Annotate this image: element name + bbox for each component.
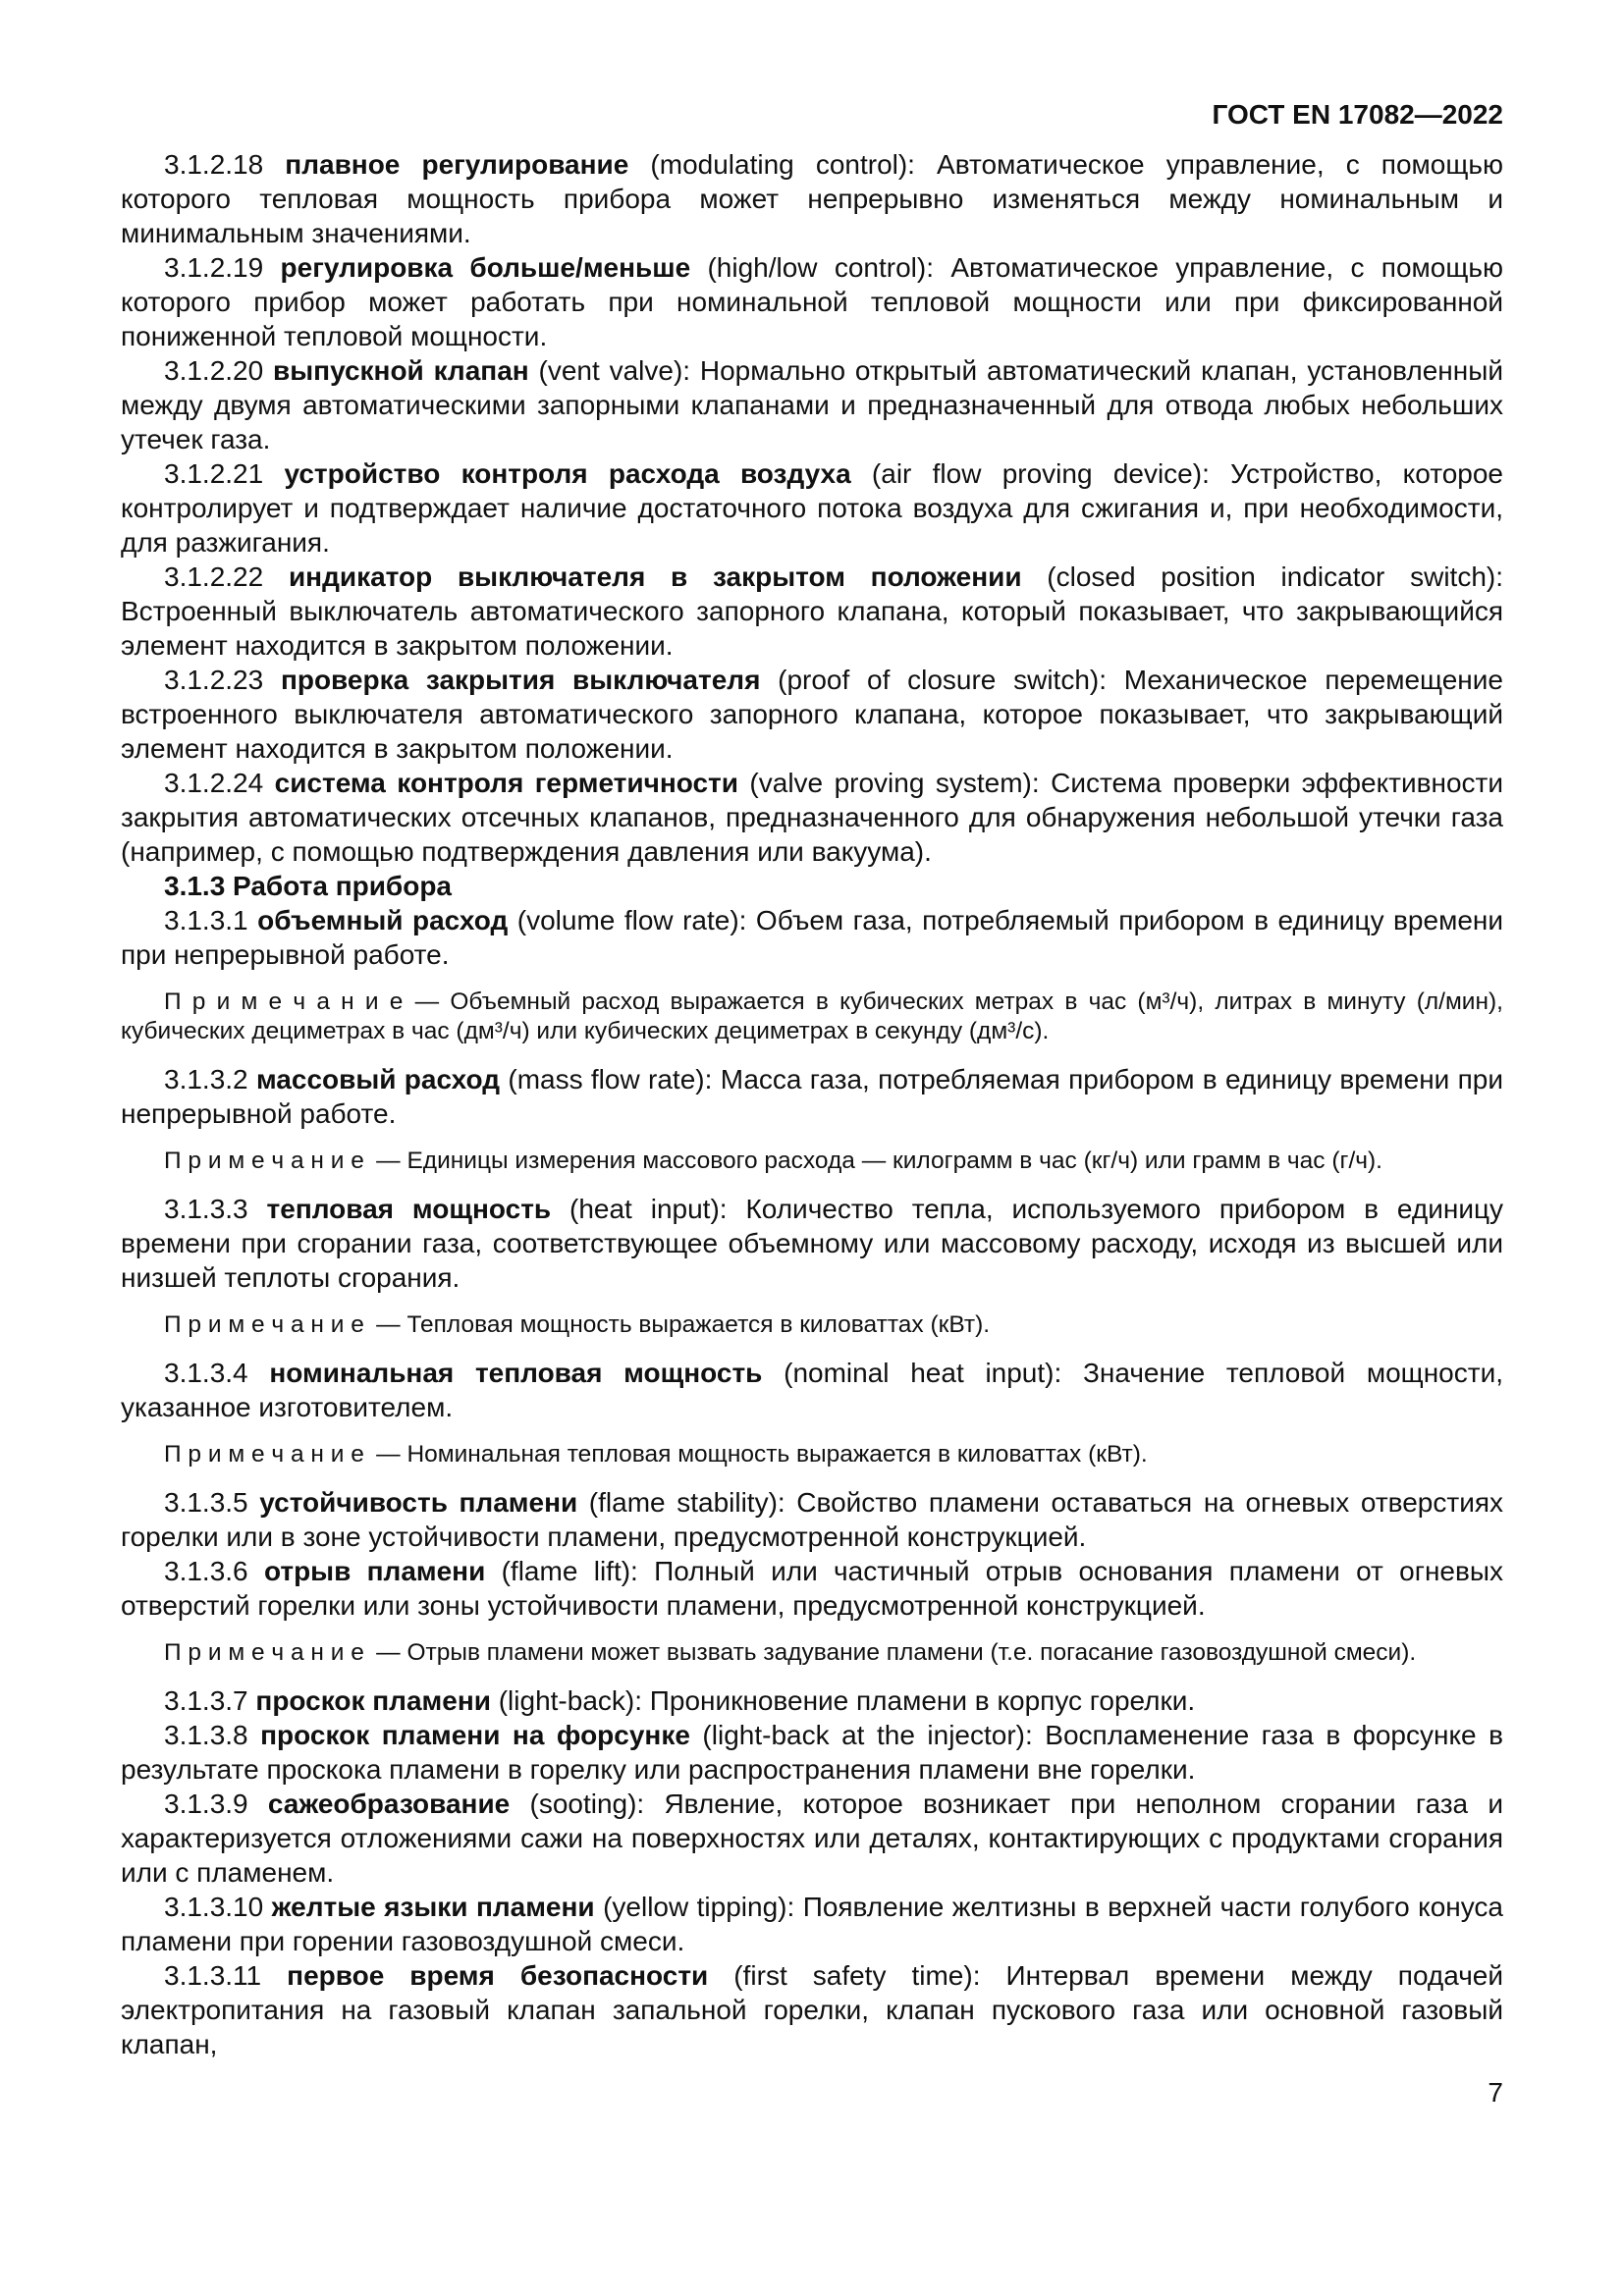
definition-term: регулировка больше/меньше [280,252,691,283]
definition-text: (modulating control): Автоматическое управление, с помощью которого тепловая мощность прибора может непрерывно изменяться между номинальным и минимальным значениями. [121,149,1503,248]
definition-text: (high/low control): Автоматическое управление, с помощью которого прибор может работать при номинальной тепловой мощности или при фиксированной пониженной тепловой мощности. [121,252,1503,351]
definition-paragraph [121,560,1503,663]
definition-text: (flame stability): Свойство пламени оставаться на огневых отверстиях горелки или в зоне устойчивости пламени, предусмотренной конструкцией. [121,1487,1504,1552]
definition-number: 3.1.2.20 [164,355,274,386]
definition-text: (first safety time): Интервал времени между подачей электропитания на газовый клапан запальной горелки, клапан пускового газа или основной газовый клапан, [121,1960,1504,2059]
definition-paragraph [121,1062,1503,1131]
definition-number: 3.1.3.6 [164,1556,264,1586]
definition-text: (yellow tipping): Появление желтизны в верхней части голубого конуса пламени при горении газовоздушной смеси. [121,1892,1503,1956]
definition-text: (heat input): Количество тепла, используемого прибором в единицу времени при сгорании газа, соответствующее объемному или массовому расходу, исходя из высшей или низшей теплоты сгорания. [121,1194,1504,1293]
definition-paragraph [121,1683,1503,1718]
definition-term: выпускной клапан [273,355,529,386]
definition-term: массовый расход [255,1064,501,1095]
note-paragraph [121,1638,1503,1668]
definition-number: 3.1.3.11 [164,1960,288,1991]
definition-text: (valve proving system): Система проверки эффективности закрытия автоматических отсечных клапанов, предназначенного для обнаружения небольшой утечки газа (например, с помощью подтверждения давления или вакуума). [121,768,1504,867]
definition-paragraph [121,1890,1503,1958]
definition-text: (mass flow rate): Масса газа, потребляемая прибором в единицу времени при непрерывной работе. [121,1064,1504,1129]
definition-text: (sooting): Явление, которое возникает при неполном сгорании газа и характеризуется отложениями сажи на поверхностях или деталях, контактирующих с продуктами сгорания или с пламенем. [121,1789,1503,1888]
definition-number: 3.1.2.22 [164,561,289,592]
definition-paragraph [121,766,1503,869]
definition-text: (light-back at the injector): Воспламенение газа в форсунке в результате проскока пламени в горелку или распространения пламени вне горелки. [121,1720,1503,1785]
definition-number: 3.1.2.21 [164,458,285,489]
definition-paragraph [121,1485,1503,1554]
definition-number: 3.1.3.8 [164,1720,261,1750]
definition-text: (flame lift): Полный или частичный отрыв основания пламени от огневых отверстий горелки или зоны устойчивости пламени, предусмотренной конструкцией. [121,1556,1504,1621]
definition-number: 3.1.3.4 [164,1358,270,1388]
definition-text: (nominal heat input): Значение тепловой мощности, указанное изготовителем. [121,1358,1503,1422]
note-label: П р и м е ч а н и е [164,1311,364,1338]
definition-term: устройство контроля расхода воздуха [284,458,851,489]
definition-number: 3.1.2.18 [164,149,286,180]
note-text: — Отрыв пламени может вызвать задувание пламени (т.е. погасание газовоздушной смеси). [363,1639,1417,1666]
definition-term: желтые языки пламени [271,1892,595,1922]
definition-term: индикатор выключателя в закрытом положении [288,561,1022,592]
definition-paragraph [121,456,1503,560]
definition-term: проскок пламени на форсунке [260,1720,690,1750]
section-heading: 3.1.3 Работа прибора [164,871,453,901]
note-text: — Тепловая мощность выражается в киловаттах (кВт). [363,1311,991,1338]
definition-term: система контроля герметичности [274,768,738,798]
definition-paragraph [121,250,1503,353]
note-label: П р и м е ч а н и е [164,988,404,1015]
definition-number: 3.1.3.1 [164,905,258,935]
definition-text: (volume flow rate): Объем газа, потребляемый прибором в единицу времени при непрерывной работе. [121,905,1504,970]
note-text: — Номинальная тепловая мощность выражается в киловаттах (кВт). [363,1441,1148,1468]
definition-number: 3.1.3.10 [164,1892,272,1922]
definition-number: 3.1.3.9 [164,1789,268,1819]
definition-term: объемный расход [257,905,509,935]
definition-number: 3.1.2.19 [164,252,281,283]
definition-text: (vent valve): Нормально открытый автоматический клапан, установленный между двумя автоматическими запорными клапанами и предназначенный для отвода любых небольших утечек газа. [121,355,1503,454]
definition-text: (air flow proving device): Устройство, которое контролирует и подтверждает наличие достаточного потока воздуха для сжигания и, при необходимости, для разжигания. [121,458,1503,558]
definition-term: тепловая мощность [266,1194,552,1224]
definition-term: проскок пламени [255,1685,491,1716]
definition-term: сажеобразование [267,1789,511,1819]
definition-number: 3.1.3.7 [164,1685,256,1716]
definition-term: плавное регулирование [285,149,629,180]
note-text: — Единицы измерения массового расхода — килограмм в час (кг/ч) или грамм в час (г/ч). [363,1148,1382,1174]
definition-term: проверка закрытия выключателя [280,665,761,695]
definition-text: (proof of closure switch): Механическое перемещение встроенного выключателя автоматического запорного клапана, которое показывает, что закрывающий элемент находится в закрытом положении. [121,665,1503,764]
definition-number: 3.1.3.2 [164,1064,256,1095]
note-paragraph [121,1147,1503,1176]
definition-paragraph [121,1718,1503,1787]
definition-term: отрыв пламени [263,1556,486,1586]
document-body [121,147,1503,2061]
definition-paragraph [121,1958,1503,2061]
definition-paragraph [121,147,1503,250]
definition-paragraph [121,1192,1503,1295]
definition-paragraph [121,663,1503,766]
note-label: П р и м е ч а н и е [164,1639,364,1666]
definition-number: 3.1.3.3 [164,1194,267,1224]
definition-term: номинальная тепловая мощность [269,1358,763,1388]
definition-text: (closed position indicator switch): Встроенный выключатель автоматического запорного клапана, который показывает, что закрывающийся элемент находится в закрытом положении. [121,561,1504,661]
note-paragraph [121,988,1503,1046]
definition-term: первое время безопасности [287,1960,709,1991]
definition-paragraph [121,1554,1503,1623]
definition-term: устойчивость пламени [259,1487,578,1518]
document-header-designation: ГОСТ EN 17082—2022 [1212,99,1503,130]
note-label: П р и м е ч а н и е [164,1441,364,1468]
definition-paragraph [121,1787,1503,1890]
note-label: П р и м е ч а н и е [164,1148,364,1174]
note-paragraph [121,1310,1503,1340]
definition-number: 3.1.2.24 [164,768,275,798]
definition-paragraph [121,903,1503,972]
note-text: — Объемный расход выражается в кубических метрах в час (м³/ч), литрах в минуту (л/мин), кубических дециметрах в час (дм³/ч) или кубических дециметрах в секунду (дм³/с). [121,988,1503,1044]
definition-number: 3.1.3.5 [164,1487,260,1518]
note-paragraph [121,1440,1503,1469]
definition-text: (light-back): Проникновение пламени в корпус горелки. [490,1685,1196,1716]
definition-number: 3.1.2.23 [164,665,281,695]
page-number: 7 [1488,2077,1503,2108]
definition-paragraph [121,1356,1503,1424]
definition-paragraph [121,353,1503,456]
